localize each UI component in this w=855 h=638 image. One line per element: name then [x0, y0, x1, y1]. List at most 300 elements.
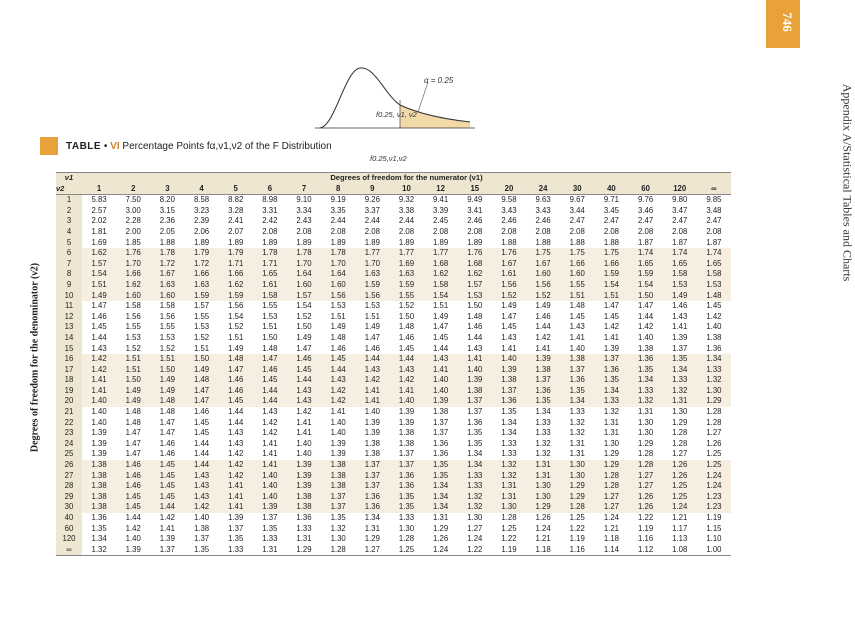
- table-cell: 1.40: [91, 407, 107, 417]
- table-cell: 1.34: [91, 534, 107, 544]
- table-cell: 1.37: [526, 375, 560, 386]
- table-cell: 1.89: [262, 237, 278, 247]
- table-cell: 1.30: [637, 417, 654, 427]
- table-cell: 3.00: [125, 205, 141, 215]
- table-cell: 1.52: [492, 291, 526, 302]
- table-cell: 1.53: [193, 322, 210, 332]
- table-cell: 1.24: [424, 545, 458, 556]
- table-cell: 1.43: [467, 343, 483, 353]
- table-cell: 8.82: [228, 195, 244, 205]
- table-cell: 1.23: [697, 492, 731, 503]
- table-cell: 1.47: [296, 343, 312, 353]
- table-cell: 1.22: [569, 523, 585, 533]
- table-cell: 1.46: [398, 332, 415, 342]
- table-cell: 1.45: [116, 492, 150, 503]
- table-cell: 1.60: [560, 269, 594, 280]
- table-cell: 1.38: [458, 386, 492, 397]
- table-cell: 2.08: [330, 226, 346, 236]
- table-cell: 1.47: [501, 311, 517, 321]
- table-row: [56, 534, 731, 545]
- column-header: 4: [184, 184, 218, 195]
- table-cell: 1.53: [364, 301, 380, 311]
- table-cell: 1.38: [321, 471, 355, 482]
- table-row: [56, 471, 731, 482]
- table-cell: 1.58: [125, 301, 141, 311]
- table-cell: 1.39: [91, 449, 107, 459]
- caption-text: [66, 141, 332, 152]
- table-cell: 1.47: [219, 365, 253, 376]
- table-cell: 1.22: [637, 513, 654, 522]
- table-cell: 1.81: [91, 226, 107, 236]
- table-row: [56, 545, 731, 556]
- table-cell: 1.42: [228, 449, 244, 459]
- table-cell: 9.41: [433, 195, 449, 205]
- table-cell: 1.10: [706, 534, 722, 544]
- table-cell: 1.36: [629, 354, 663, 365]
- row-header: 6: [56, 248, 82, 259]
- quantile-subtitle: f0.25,ν1,ν2: [370, 154, 407, 163]
- table-row: [56, 513, 731, 524]
- table-cell: 1.44: [637, 311, 654, 321]
- table-cell: 1.31: [433, 513, 449, 522]
- table-cell: 1.18: [526, 545, 560, 556]
- table-cell: 1.45: [91, 322, 107, 332]
- quantile-label: f0.25, ν1, ν2: [376, 110, 417, 119]
- table-cell: 1.44: [287, 375, 321, 386]
- table-cell: 1.56: [159, 311, 175, 321]
- column-header: 20: [492, 184, 526, 195]
- table-cell: 1.43: [287, 386, 321, 397]
- table-cell: 1.34: [501, 428, 517, 438]
- table-cell: 1.36: [433, 449, 449, 459]
- row-header: 2: [56, 206, 82, 217]
- table-cell: 1.35: [424, 471, 458, 482]
- table-cell: 1.53: [697, 280, 731, 291]
- table-cell: 1.47: [603, 301, 620, 311]
- table-cell: 1.66: [219, 269, 253, 280]
- row-header: 13: [56, 322, 82, 333]
- table-cell: 1.59: [629, 269, 663, 280]
- table-row: [56, 312, 731, 323]
- table-cell: 1.85: [125, 237, 141, 247]
- table-cell: 1.45: [321, 354, 355, 365]
- table-cell: 1.79: [219, 248, 253, 259]
- row-header: 14: [56, 333, 82, 344]
- table-cell: 2.08: [569, 226, 585, 236]
- table-cell: 1.41: [82, 375, 116, 386]
- column-header: 9: [355, 184, 389, 195]
- table-cell: 1.18: [603, 534, 620, 544]
- table-cell: 1.40: [125, 534, 141, 544]
- table-cell: 1.48: [125, 407, 141, 417]
- table-cell: 1.13: [672, 534, 688, 544]
- table-cell: 1.53: [159, 332, 175, 342]
- table-cell: 1.49: [330, 322, 346, 332]
- table-cell: 9.80: [672, 195, 688, 205]
- table-cell: 1.37: [492, 386, 526, 397]
- table-cell: 1.38: [321, 460, 355, 471]
- table-cell: 1.29: [287, 545, 321, 556]
- table-cell: 1.38: [560, 354, 594, 365]
- table-cell: 1.46: [116, 481, 150, 492]
- table-cell: 1.37: [433, 428, 449, 438]
- table-cell: 1.56: [526, 280, 560, 291]
- table-cell: 1.38: [82, 460, 116, 471]
- table-cell: 1.36: [467, 417, 483, 427]
- table-cell: 1.31: [569, 438, 585, 448]
- table-cell: 1.51: [150, 354, 184, 365]
- column-header: 3: [150, 184, 184, 195]
- table-cell: 1.30: [330, 534, 346, 544]
- table-cell: 1.48: [184, 375, 218, 386]
- table-cell: 1.26: [629, 492, 663, 503]
- table-cell: 1.30: [560, 460, 594, 471]
- table-cell: 1.45: [150, 481, 184, 492]
- table-cell: 1.29: [637, 438, 654, 448]
- table-cell: 1.34: [424, 502, 458, 513]
- table-cell: 1.46: [672, 301, 688, 311]
- table-cell: 1.38: [82, 502, 116, 513]
- caption-bullet: •: [103, 140, 108, 152]
- table-cell: 1.52: [125, 343, 141, 353]
- table-cell: 1.45: [501, 322, 517, 332]
- table-cell: 1.34: [594, 386, 628, 397]
- table-cell: 1.89: [433, 237, 449, 247]
- table-cell: 1.50: [150, 365, 184, 376]
- table-cell: 1.21: [672, 513, 688, 522]
- row-header: 30: [56, 502, 82, 513]
- table-cell: 3.43: [535, 205, 551, 215]
- table-cell: 1.29: [603, 449, 620, 459]
- table-cell: 1.45: [253, 375, 287, 386]
- table-cell: 3.15: [159, 205, 175, 215]
- table-cell: 1.46: [535, 311, 551, 321]
- table-cell: 1.72: [150, 259, 184, 270]
- table-cell: 1.62: [116, 280, 150, 291]
- column-header: 24: [526, 184, 560, 195]
- table-cell: 1.53: [458, 291, 492, 302]
- table-cell: 1.49: [184, 365, 218, 376]
- table-cell: 1.31: [526, 471, 560, 482]
- table-cell: 1.41: [296, 417, 312, 427]
- table-cell: 2.08: [296, 226, 312, 236]
- table-cell: 1.40: [82, 396, 116, 407]
- table-cell: 1.79: [184, 248, 218, 259]
- table-cell: 1.38: [321, 481, 355, 492]
- table-cell: 1.48: [467, 311, 483, 321]
- table-cell: 1.39: [116, 545, 150, 556]
- table-cell: 2.08: [262, 226, 278, 236]
- table-cell: 1.40: [296, 438, 312, 448]
- table-cell: 1.55: [193, 311, 210, 321]
- row-header: 22: [56, 418, 82, 429]
- table-cell: 1.88: [603, 237, 620, 247]
- table-cell: 1.53: [262, 311, 278, 321]
- table-cell: 1.41: [389, 386, 423, 397]
- table-cell: 1.24: [467, 534, 483, 544]
- table-cell: 1.50: [467, 301, 483, 311]
- table-cell: 1.40: [253, 492, 287, 503]
- table-cell: 1.39: [159, 534, 175, 544]
- table-cell: 1.51: [560, 291, 594, 302]
- table-cell: 1.12: [629, 545, 663, 556]
- table-cell: 1.49: [150, 386, 184, 397]
- table-cell: 1.36: [560, 375, 594, 386]
- table-cell: 9.63: [535, 195, 551, 205]
- table-cell: 1.45: [569, 311, 585, 321]
- table-cell: 9.19: [330, 195, 346, 205]
- table-cell: 1.51: [116, 354, 150, 365]
- table-cell: 1.48: [159, 407, 175, 417]
- table-cell: 1.78: [287, 248, 321, 259]
- table-cell: 1.54: [82, 269, 116, 280]
- table-cell: 1.30: [526, 481, 560, 492]
- table-cell: 1.41: [535, 343, 551, 353]
- table-cell: 1.63: [150, 280, 184, 291]
- table-row: [56, 418, 731, 429]
- table-cell: 1.44: [535, 322, 551, 332]
- table-cell: 1.42: [535, 332, 551, 342]
- table-cell: 1.68: [458, 259, 492, 270]
- table-cell: 1.44: [193, 449, 210, 459]
- table-cell: 9.67: [569, 195, 585, 205]
- table-cell: 8.20: [159, 195, 175, 205]
- table-cell: 1.52: [296, 311, 312, 321]
- table-cell: 1.49: [116, 396, 150, 407]
- table-cell: 1.40: [330, 428, 346, 438]
- table-cell: 1.39: [672, 332, 688, 342]
- table-cell: 1.36: [433, 438, 449, 448]
- table-cell: 1.31: [492, 492, 526, 503]
- table-row: [56, 386, 731, 397]
- table-cell: 1.37: [389, 460, 423, 471]
- table-cell: 1.28: [672, 428, 688, 438]
- table-cell: 1.34: [467, 449, 483, 459]
- table-cell: 1.57: [82, 259, 116, 270]
- table-cell: 1.40: [330, 417, 346, 427]
- table-cell: 1.40: [492, 354, 526, 365]
- table-cell: 1.39: [526, 354, 560, 365]
- table-cell: 1.35: [467, 438, 483, 448]
- table-cell: 1.26: [706, 438, 722, 448]
- table-cell: 1.34: [629, 375, 663, 386]
- table-cell: 1.43: [355, 365, 389, 376]
- table-cell: 1.58: [697, 269, 731, 280]
- table-cell: 2.45: [433, 216, 449, 226]
- table-cell: 1.46: [287, 354, 321, 365]
- table-cell: 1.44: [193, 438, 210, 448]
- table-cell: 1.28: [672, 438, 688, 448]
- table-cell: 1.49: [364, 322, 380, 332]
- table-cell: 2.08: [706, 226, 722, 236]
- row-header: 40: [56, 513, 82, 524]
- table-cell: 1.49: [501, 301, 517, 311]
- table-row: [56, 322, 731, 333]
- table-cell: 1.31: [526, 460, 560, 471]
- table-cell: 1.40: [253, 481, 287, 492]
- table-cell: 1.54: [594, 280, 628, 291]
- table-cell: 1.89: [398, 237, 415, 247]
- table-cell: 1.55: [389, 291, 423, 302]
- table-cell: 1.27: [594, 492, 628, 503]
- column-header: 8: [321, 184, 355, 195]
- table-cell: 1.29: [697, 396, 731, 407]
- table-cell: 1.36: [296, 513, 312, 522]
- table-cell: 1.71: [219, 259, 253, 270]
- table-cell: 2.46: [535, 216, 551, 226]
- table-cell: 1.42: [389, 375, 423, 386]
- table-cell: 1.45: [398, 343, 415, 353]
- row-header: 11: [56, 301, 82, 312]
- table-cell: 1.42: [219, 460, 253, 471]
- table-cell: 1.62: [458, 269, 492, 280]
- table-cell: 1.31: [253, 545, 287, 556]
- table-cell: 1.24: [603, 513, 620, 522]
- table-cell: 1.40: [193, 513, 210, 522]
- table-row: [56, 344, 731, 355]
- table-cell: 1.35: [330, 513, 346, 522]
- table-cell: 1.70: [355, 259, 389, 270]
- table-cell: 1.56: [321, 291, 355, 302]
- table-cell: 1.40: [91, 417, 107, 427]
- table-cell: 1.39: [91, 438, 107, 448]
- table-cell: 1.45: [706, 301, 722, 311]
- table-cell: 9.76: [637, 195, 654, 205]
- column-header: 60: [629, 184, 663, 195]
- table-cell: 1.46: [91, 311, 107, 321]
- table-cell: 1.30: [492, 502, 526, 513]
- table-cell: 1.43: [569, 322, 585, 332]
- table-cell: 1.89: [467, 237, 483, 247]
- table-cell: 1.43: [184, 481, 218, 492]
- table-cell: 1.29: [560, 481, 594, 492]
- table-cell: 1.32: [629, 396, 663, 407]
- table-cell: 1.39: [398, 417, 415, 427]
- row-header: 29: [56, 492, 82, 503]
- table-cell: 1.46: [193, 407, 210, 417]
- table-cell: 1.43: [184, 492, 218, 503]
- table-cell: 1.25: [663, 492, 697, 503]
- table-cell: 1.39: [364, 428, 380, 438]
- table-row: [56, 195, 731, 206]
- table-cell: 1.46: [219, 386, 253, 397]
- table-cell: 1.38: [526, 365, 560, 376]
- table-cell: 1.44: [253, 396, 287, 407]
- table-cell: 1.42: [125, 523, 141, 533]
- table-cell: 1.42: [603, 322, 620, 332]
- table-cell: 1.49: [82, 291, 116, 302]
- table-cell: 1.44: [91, 332, 107, 342]
- table-cell: 1.51: [193, 343, 210, 353]
- table-cell: 1.16: [560, 545, 594, 556]
- table-cell: 1.47: [91, 301, 107, 311]
- table-cell: 1.42: [355, 375, 389, 386]
- table-cell: 1.36: [706, 343, 722, 353]
- table-cell: 1.52: [159, 343, 175, 353]
- table-cell: 1.40: [253, 471, 287, 482]
- table-cell: 1.75: [594, 248, 628, 259]
- table-cell: 1.58: [663, 269, 697, 280]
- table-cell: 1.38: [82, 471, 116, 482]
- table-cell: 1.55: [159, 322, 175, 332]
- caption-table-label: TABLE: [66, 140, 102, 152]
- table-cell: 1.41: [672, 322, 688, 332]
- table-cell: 1.51: [228, 332, 244, 342]
- table-row: [56, 439, 731, 450]
- table-cell: 1.37: [433, 417, 449, 427]
- table-cell: 1.62: [219, 280, 253, 291]
- table-cell: 1.42: [262, 428, 278, 438]
- table-cell: 1.47: [159, 428, 175, 438]
- table-cell: 1.89: [364, 237, 380, 247]
- table-cell: 2.08: [433, 226, 449, 236]
- table-row: [56, 248, 731, 259]
- table-cell: 1.75: [560, 248, 594, 259]
- table-cell: 1.43: [228, 428, 244, 438]
- table-cell: 1.32: [569, 428, 585, 438]
- row-header: 7: [56, 259, 82, 270]
- table-cell: 1.38: [706, 332, 722, 342]
- table-cell: 1.33: [398, 513, 415, 522]
- column-header: 40: [594, 184, 628, 195]
- table-row: [56, 460, 731, 471]
- table-cell: 1.33: [219, 545, 253, 556]
- row-header: 120: [56, 534, 82, 545]
- table-cell: 1.17: [672, 523, 688, 533]
- table-cell: 1.87: [672, 237, 688, 247]
- table-cell: 1.37: [321, 492, 355, 503]
- table-cell: 1.31: [663, 396, 697, 407]
- table-cell: 1.76: [492, 248, 526, 259]
- table-cell: 1.46: [116, 471, 150, 482]
- table-cell: 1.41: [296, 428, 312, 438]
- table-cell: 1.43: [321, 375, 355, 386]
- table-cell: 1.43: [672, 311, 688, 321]
- table-cell: 1.56: [125, 311, 141, 321]
- table-cell: 3.39: [433, 205, 449, 215]
- table-cell: 1.25: [697, 460, 731, 471]
- table-cell: 1.48: [330, 332, 346, 342]
- table-cell: 1.78: [321, 248, 355, 259]
- table-cell: 1.33: [535, 417, 551, 427]
- table-cell: 1.21: [603, 523, 620, 533]
- table-cell: 1.39: [492, 365, 526, 376]
- table-cell: 1.46: [159, 438, 175, 448]
- table-cell: 1.74: [629, 248, 663, 259]
- table-cell: 1.42: [296, 407, 312, 417]
- table-cell: 1.39: [330, 449, 346, 459]
- table-cell: 9.85: [706, 195, 722, 205]
- table-cell: 1.35: [467, 428, 483, 438]
- table-cell: 1.38: [364, 438, 380, 448]
- table-cell: 1.52: [526, 291, 560, 302]
- table-cell: 1.41: [355, 386, 389, 397]
- table-row: [56, 354, 731, 365]
- table-cell: 1.33: [501, 438, 517, 448]
- table-cell: 1.43: [228, 438, 244, 448]
- table-cell: 1.24: [697, 471, 731, 482]
- table-cell: 1.48: [398, 322, 415, 332]
- table-cell: 1.63: [389, 269, 423, 280]
- table-cell: 1.51: [82, 280, 116, 291]
- table-cell: 1.32: [697, 375, 731, 386]
- table-cell: 1.55: [125, 322, 141, 332]
- table-cell: 1.89: [296, 237, 312, 247]
- table-cell: 1.49: [116, 386, 150, 397]
- table-cell: 1.88: [535, 237, 551, 247]
- table-cell: 1.41: [424, 365, 458, 376]
- table-cell: 1.51: [594, 291, 628, 302]
